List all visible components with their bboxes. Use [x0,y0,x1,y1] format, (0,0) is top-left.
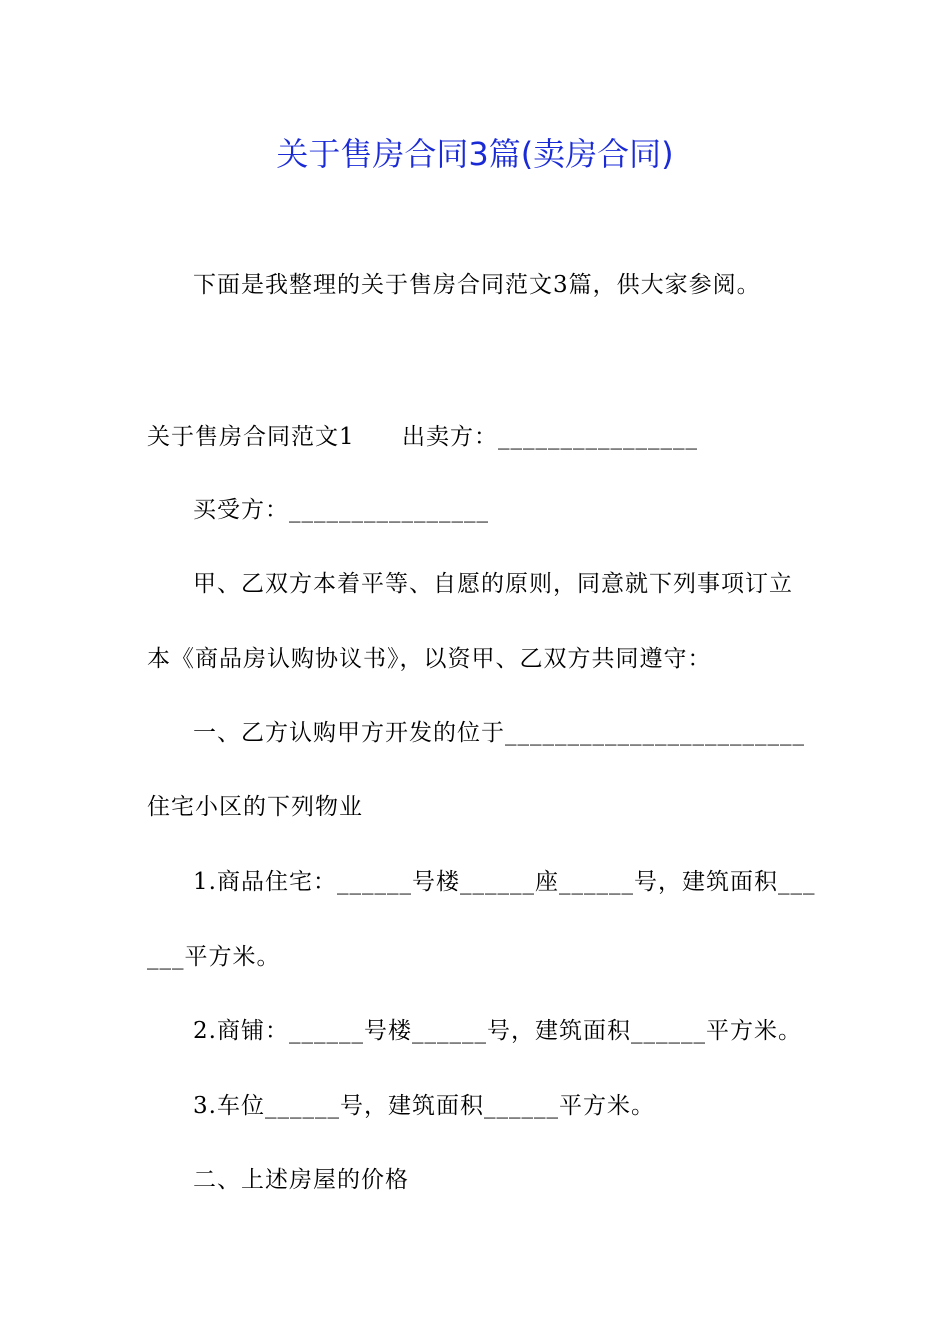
list-item: 3.车位______号，建筑面积______平方米。 [193,1093,655,1119]
document-title: 关于售房合同3篇(卖房合同) [276,135,674,173]
paragraph-line: 甲、乙双方本着平等、自愿的原则，同意就下列事项订立 [193,571,793,597]
intro-paragraph: 下面是我整理的关于售房合同范文3篇，供大家参阅。 [193,272,761,298]
buyer-line: 买受方：________________ [193,497,489,523]
list-item: ___平方米。 [147,944,281,970]
clause-line: 二、上述房屋的价格 [193,1167,409,1193]
clause-line: 一、乙方认购甲方开发的位于________________________ [193,720,805,746]
list-item: 1.商品住宅：______号楼______座______号，建筑面积___ [193,869,816,895]
list-item: 2.商铺：______号楼______号，建筑面积______平方米。 [193,1018,802,1044]
paragraph-line: 本《商品房认购协议书》，以资甲、乙双方共同遵守： [147,646,712,672]
seller-line: 出卖方：________________ [402,424,698,450]
section-heading: 关于售房合同范文1 [147,424,355,450]
clause-line: 住宅小区的下列物业 [147,794,363,820]
